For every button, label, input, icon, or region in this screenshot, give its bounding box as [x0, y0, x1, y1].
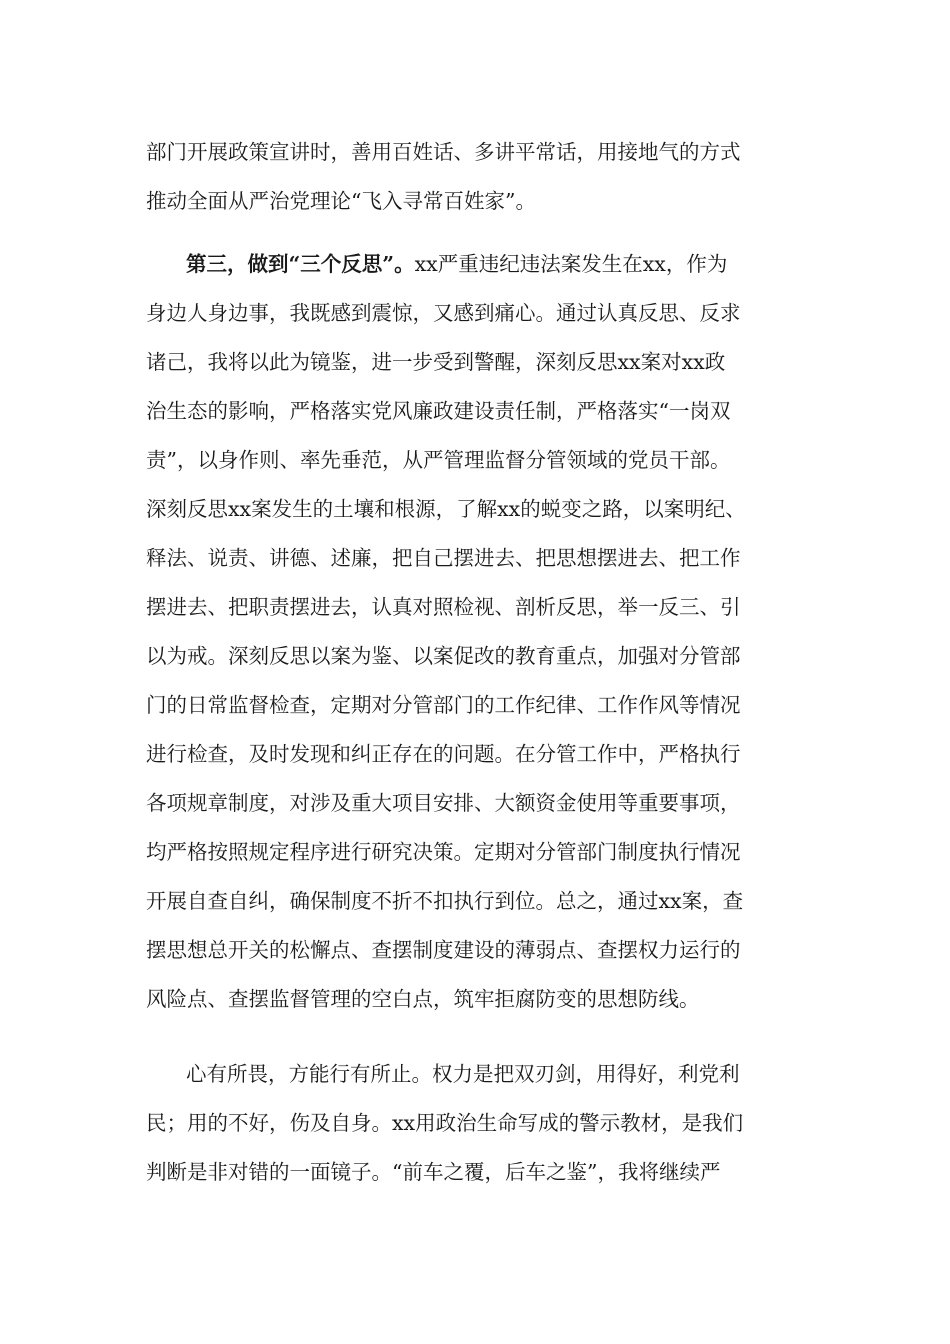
- paragraph-line: 民；用的不好，伤及自身。xx用政治生命写成的警示教材，是我们: [146, 1111, 744, 1135]
- paragraph-line: 深刻反思xx案发生的土壤和根源，了解xx的蜕变之路，以案明纪、: [146, 497, 746, 521]
- paragraph-first-line: 心有所畏，方能行有所止。权力是把双刃剑，用得好，利党利: [186, 1062, 740, 1086]
- paragraph-line: 诸己，我将以此为镜鉴，进一步受到警醒，深刻反思xx案对xx政: [146, 350, 726, 374]
- paragraph-line: 推动全面从严治党理论“飞入寻常百姓家”。: [146, 189, 536, 213]
- paragraph-line: 门的日常监督检查，定期对分管部门的工作纪律、工作作风等情况: [146, 693, 741, 717]
- paragraph-line: 责”，以身作则、率先垂范，从严管理监督分管领域的党员干部。: [146, 448, 731, 472]
- paragraph-line: 摆思想总开关的松懈点、查摆制度建设的薄弱点、查摆权力运行的: [146, 938, 741, 962]
- paragraph-first-line: [186, 250, 811, 278]
- paragraph-line: 摆进去、把职责摆进去，认真对照检视、剖析反思，举一反三、引: [146, 595, 741, 619]
- paragraph-line: 部门开展政策宣讲时，善用百姓话、多讲平常话，用接地气的方式: [146, 140, 741, 164]
- paragraph-line: 身边人身边事，我既感到震惊，又感到痛心。通过认真反思、反求: [146, 301, 741, 325]
- paragraph-line: 各项规章制度，对涉及重大项目安排、大额资金使用等重要事项，: [146, 791, 741, 815]
- paragraph-line: 开展自查自纠，确保制度不折不扣执行到位。总之，通过xx案，查: [146, 889, 744, 913]
- section-heading: 第三，做到“三个反思”。: [186, 252, 415, 276]
- paragraph-line: 以为戒。深刻反思以案为鉴、以案促改的教育重点，加强对分管部: [146, 644, 741, 668]
- paragraph-line: 判断是非对错的一面镜子。“前车之覆，后车之鉴”，我将继续严: [146, 1160, 721, 1184]
- paragraph-line: 释法、说责、讲德、述廉，把自己摆进去、把思想摆进去、把工作: [146, 546, 741, 570]
- paragraph-line: 风险点、查摆监督管理的空白点，筑牢拒腐防变的思想防线。: [146, 987, 700, 1011]
- paragraph-line: 进行检查，及时发现和纠正存在的问题。在分管工作中，严格执行: [146, 742, 741, 766]
- paragraph-text: xx严重违纪违法案发生在xx，作为: [414, 252, 728, 276]
- paragraph-line: 治生态的影响，严格落实党风廉政建设责任制，严格落实“一岗双: [146, 399, 731, 423]
- paragraph-line: 均严格按照规定程序进行研究决策。定期对分管部门制度执行情况: [146, 840, 741, 864]
